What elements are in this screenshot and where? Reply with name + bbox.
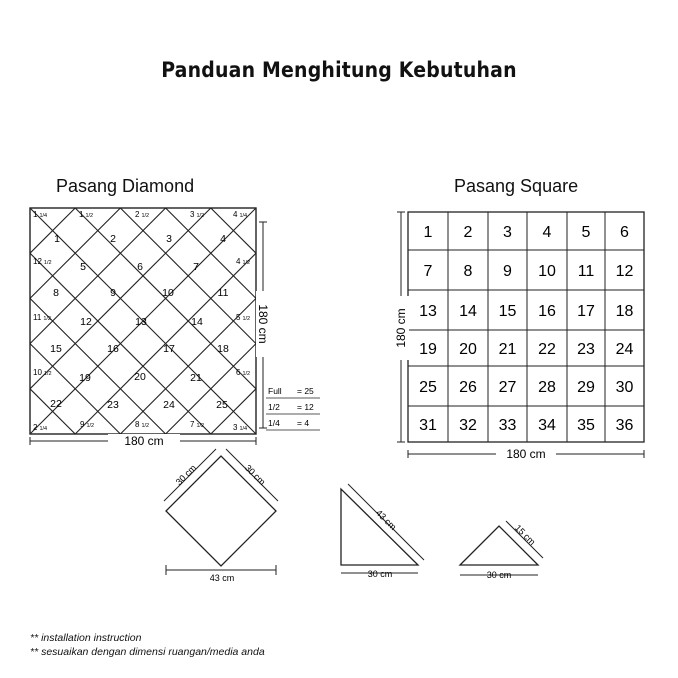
diamond-full-tile-label: 10: [162, 287, 174, 299]
square-tile-label: 6: [620, 224, 629, 241]
note-adjust-dimensions: ** sesuaikan dengan dimensi ruangan/media anda: [30, 646, 265, 658]
square-tile-label: 15: [498, 303, 517, 320]
square-tile-label: 19: [419, 341, 437, 358]
square-height-label: 180 cm: [394, 308, 408, 348]
diamond-half-tile-label: 10 1/2: [33, 368, 52, 377]
diamond-full-tile-label: 20: [134, 371, 146, 383]
diamond-width-label: 180 cm: [124, 434, 164, 448]
diamond-full-tile-labels: [50, 233, 229, 411]
diamond-full-tile-label: 9: [110, 287, 116, 299]
square-pattern: [393, 212, 644, 461]
diamond-full-tile-label: 11: [217, 287, 229, 299]
quarter-tile-base-label: 30 cm: [486, 570, 512, 580]
square-tile-label: 10: [538, 263, 556, 280]
square-tile-label: 7: [423, 263, 433, 280]
square-tile-label: 1: [423, 224, 433, 241]
diamond-half-tile-label: 1 1/2: [79, 210, 94, 219]
legend-value: = 4: [297, 418, 310, 428]
diamond-half-tile-label: 12 1/2: [33, 257, 52, 266]
square-tile-label: 23: [577, 341, 595, 358]
square-tile-label: 21: [498, 341, 517, 358]
note-installation: ** installation instruction: [30, 632, 142, 644]
legend-label: 1/4: [268, 418, 280, 428]
diamond-quarter-tile-label: 1 1/4: [33, 210, 48, 219]
half-tile-shape: [341, 489, 418, 565]
square-tile-label: 32: [459, 417, 477, 434]
square-tile-label: 5: [581, 224, 591, 241]
diamond-full-tile-label: 13: [135, 316, 147, 328]
diamond-half-tile-label: 11 1/2: [33, 313, 51, 322]
square-tile-label: 28: [538, 379, 556, 396]
diamond-full-tile-label: 1: [54, 233, 60, 245]
square-width-label: 180 cm: [506, 447, 546, 461]
half-tile-hypotenuse-label: 43 cm: [373, 507, 399, 533]
square-tile-label: 35: [577, 417, 595, 434]
quarter-tile-piece: [460, 521, 543, 580]
diamond-count-legend: [266, 386, 320, 430]
legend-label: Full: [268, 386, 282, 396]
diamond-full-tile-label: 12: [80, 316, 92, 328]
diamond-half-tile-label: 8 1/2: [135, 420, 150, 429]
diamond-full-tile-label: 22: [50, 398, 62, 410]
square-tile-label: 24: [615, 341, 634, 358]
square-tile-label: 16: [538, 303, 556, 320]
diamond-height-label: 180 cm: [256, 304, 270, 344]
square-tile-label: 9: [503, 263, 512, 280]
full-tile-piece: [164, 449, 278, 583]
full-tile-width-label: 43 cm: [209, 573, 235, 583]
diamond-quarter-tile-label: 3 1/4: [233, 423, 248, 432]
full-tile-side-b-label: 30 cm: [242, 462, 268, 488]
half-tile-base-label: 30 cm: [367, 569, 393, 579]
diamond-full-tile-label: 21: [190, 372, 202, 384]
square-tile-label: 4: [542, 224, 552, 241]
square-tile-label: 14: [459, 303, 477, 320]
diamond-full-tile-label: 8: [53, 287, 59, 299]
diamond-full-tile-label: 17: [163, 343, 175, 355]
square-tile-label: 30: [615, 379, 634, 396]
square-tile-label: 34: [538, 417, 556, 434]
square-tile-label: 22: [538, 341, 556, 358]
square-tile-label: 11: [577, 263, 595, 280]
square-tile-label: 13: [419, 303, 437, 320]
diamond-half-tile-label: 7 1/2: [190, 420, 205, 429]
legend-label: 1/2: [268, 402, 280, 412]
diamond-quarter-tile-label: 2 1/4: [33, 423, 48, 432]
diamond-half-tile-label: 9 1/2: [80, 420, 95, 429]
diamond-pattern: [30, 208, 320, 448]
full-tile-side-a-label: 30 cm: [173, 462, 199, 488]
square-outer-frame: [408, 212, 644, 442]
square-tile-label: 18: [615, 303, 634, 320]
diamond-quarter-tile-label: 4 1/4: [233, 210, 248, 219]
legend-value: = 25: [297, 386, 314, 396]
diamond-half-tile-label: 6 1/2: [236, 368, 251, 377]
square-tile-label: 3: [503, 224, 512, 241]
diamond-full-tile-label: 25: [216, 399, 228, 411]
diamond-full-tile-label: 15: [50, 343, 62, 355]
square-section-title: Pasang Square: [454, 176, 579, 196]
diamond-full-tile-label: 4: [220, 233, 226, 245]
diamond-full-tile-label: 7: [193, 261, 199, 273]
diamond-full-tile-label: 16: [107, 343, 119, 355]
diamond-full-tile-label: 5: [80, 261, 86, 273]
diamond-full-tile-label: 23: [107, 399, 119, 411]
diamond-full-tile-label: 14: [191, 316, 203, 328]
diamond-full-tile-label: 2: [110, 233, 116, 245]
square-tile-label: 8: [463, 263, 473, 280]
square-tile-label: 29: [577, 379, 595, 396]
diamond-half-tile-label: 4 1/2: [236, 257, 251, 266]
legend-value: = 12: [297, 402, 314, 412]
square-tile-label: 36: [615, 417, 634, 434]
diamond-half-tile-label: 3 1/2: [190, 210, 205, 219]
page-title: Panduan Menghitung Kebutuhan: [161, 58, 517, 82]
diamond-full-tile-label: 19: [79, 372, 91, 384]
square-tile-label: 25: [419, 379, 437, 396]
quarter-tile-side-label: 15 cm: [512, 522, 538, 548]
diamond-half-tile-label: 2 1/2: [135, 210, 150, 219]
square-tile-label: 20: [459, 341, 477, 358]
diamond-full-tile-label: 18: [217, 343, 229, 355]
square-tile-label: 2: [463, 224, 473, 241]
diamond-full-tile-label: 24: [163, 399, 175, 411]
square-tile-label: 26: [459, 379, 477, 396]
square-tile-label: 12: [615, 263, 634, 280]
square-grid: [408, 212, 644, 442]
square-tile-label: 33: [498, 417, 517, 434]
diamond-full-tile-label: 6: [137, 261, 143, 273]
diamond-full-tile-label: 3: [166, 233, 172, 245]
square-tile-labels: [419, 224, 633, 434]
diamond-half-tile-label: 5 1/2: [236, 313, 251, 322]
half-tile-piece: [341, 484, 424, 579]
square-tile-label: 17: [577, 303, 595, 320]
square-tile-label: 27: [498, 379, 517, 396]
square-tile-label: 31: [419, 417, 437, 434]
diamond-section-title: Pasang Diamond: [56, 176, 195, 196]
